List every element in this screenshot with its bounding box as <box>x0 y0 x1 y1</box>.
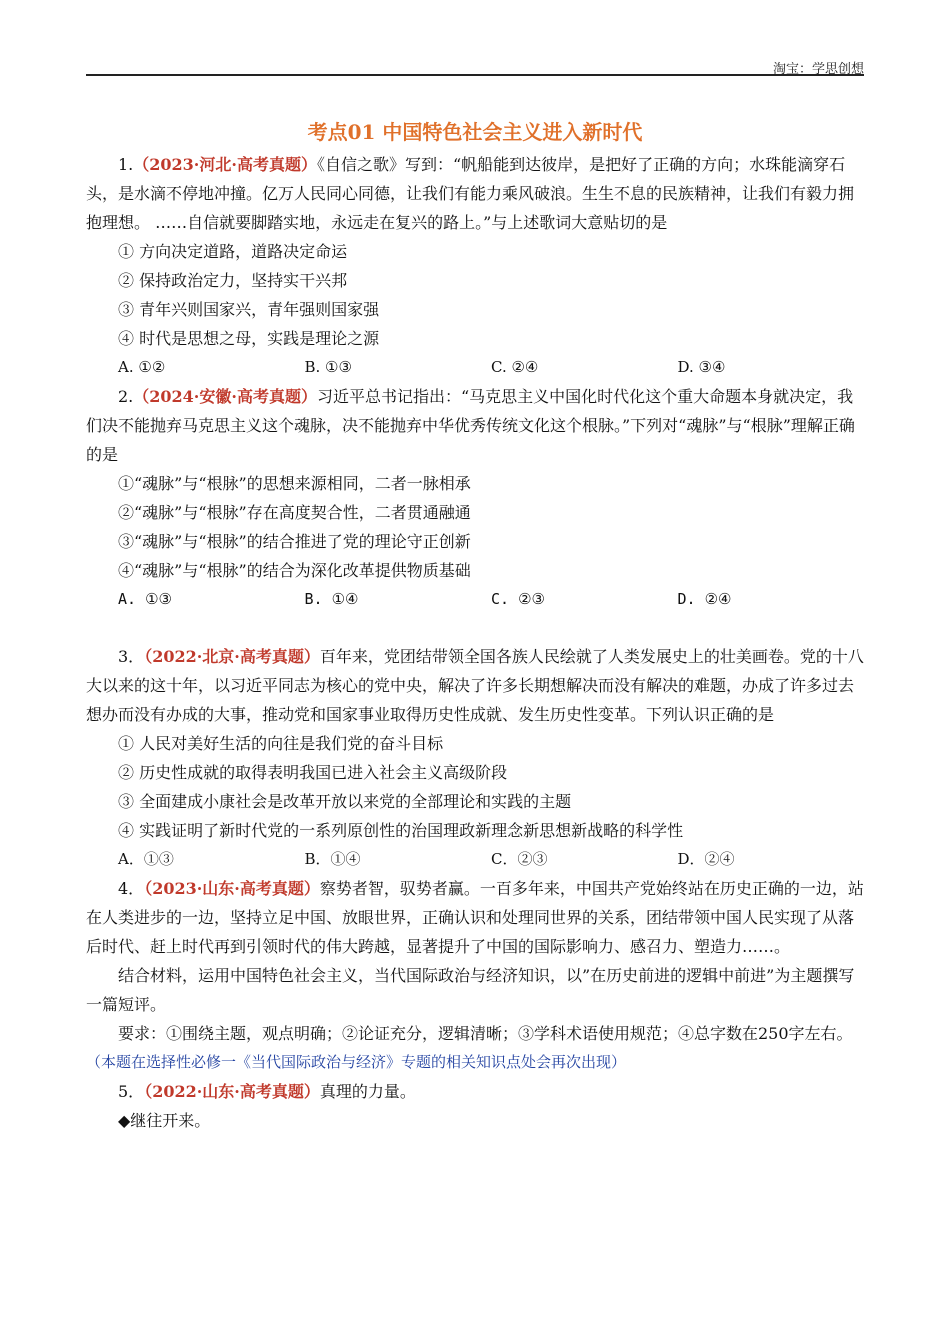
q1-option-1: ① 方向决定道路，道路决定命运 <box>118 242 348 261</box>
question-5 <box>86 1077 864 1135</box>
q2-option-4: ④“魂脉”与“根脉”的结合为深化改革提供物质基础 <box>118 561 471 580</box>
q3-option-2: ② 历史性成就的取得表明我国已进入社会主义高级阶段 <box>118 763 508 782</box>
q2-option-2: ②“魂脉”与“根脉”存在高度契合性，二者贯通融通 <box>118 503 471 522</box>
q2-option-1: ①“魂脉”与“根脉”的思想来源相同，二者一脉相承 <box>118 474 471 493</box>
question-1 <box>86 150 864 382</box>
q3-choice-d: D．②④ <box>677 850 735 868</box>
q1-choice-b: B. ①③ <box>304 358 352 376</box>
q3-option-3: ③ 全面建成小康社会是改革开放以来党的全部理论和实践的主题 <box>118 792 572 811</box>
q2-stem: 习近平总书记指出：“马克思主义中国化时代化这个重大命题本身就决定，我们决不能抛弃马克思主义这个魂脉，决不能抛弃中华优秀传统文化这个根脉。”下列对“魂脉”与“根脉”理解正确的是 <box>86 387 855 464</box>
q3-choice-c: C．②③ <box>491 850 548 868</box>
question-4 <box>86 874 864 1077</box>
q4-stem: 察势者智，驭势者赢。一百多年来，中国共产党始终站在历史正确的一边，站在人类进步的一边，坚持立足中国、放眼世界，正确认识和处理同世界的关系，团结带领中国人民实现了从落后时代、赶上时代再到引领时代的伟大跨越，显著提升了中国的国际影响力、感召力、塑造力……。 <box>86 879 864 956</box>
header-divider <box>86 74 864 76</box>
q1-stem: 《自信之歌》写到：“帆船能到达彼岸，是把好了正确的方向；水珠能滴穿石头，是水滴不停地冲撞。亿万人民同心同德，让我们有能力乘风破浪。生生不息的民族精神，让我们有毅力拥抱理想。 ……自信就要脚踏实地，永远走在复兴的路上。”与上述歌词大意贴切的是 <box>86 155 855 232</box>
q3-stem: 百年来，党团结带领全国各族人民绘就了人类发展史上的壮美画卷。党的十八大以来的这十年，以习近平同志为核心的党中央，解决了许多长期想解决而没有解决的难题，办成了许多过去想办而没有办成的大事，推动党和国家事业取得历史性成就、发生历史性变革。下列认识正确的是 <box>86 647 864 724</box>
q1-number: 1. <box>118 155 134 174</box>
q5-stem: 真理的力量。 <box>319 1082 416 1101</box>
question-3 <box>86 642 864 874</box>
q5-line-2: ◆继往开来。 <box>118 1111 211 1130</box>
q1-option-4: ④ 时代是思想之母，实践是理论之源 <box>118 329 380 348</box>
q4-task: 结合材料，运用中国特色社会主义，当代国际政治与经济知识，以”在历史前进的逻辑中前进”为主题撰写一篇短评。 <box>86 966 855 1014</box>
question-2 <box>86 382 864 614</box>
q5-number: 5． <box>118 1082 145 1101</box>
header-text: 淘宝：学思创想 <box>772 62 864 77</box>
q1-choice-a: A. ①② <box>118 358 166 376</box>
q1-source: （2023·河北·高考真题） <box>133 155 317 174</box>
q1-choice-c: C. ②④ <box>491 358 539 376</box>
q2-option-3: ③“魂脉”与“根脉”的结合推进了党的理论守正创新 <box>118 532 471 551</box>
q5-source: （2022·山东·高考真题） <box>144 1082 320 1101</box>
q3-number: 3． <box>118 647 145 666</box>
document-body <box>86 150 864 1135</box>
q2-number: 2. <box>118 387 134 406</box>
q4-note: （本题在选择性必修一《当代国际政治与经济》专题的相关知识点处会再次出现） <box>86 1053 627 1071</box>
q4-number: 4． <box>118 879 145 898</box>
q3-choices <box>86 845 864 874</box>
q3-source: （2022·北京·高考真题） <box>144 647 320 666</box>
q2-choices <box>86 585 864 614</box>
q1-choices <box>86 353 864 382</box>
q2-choice-c: C. ②③ <box>491 590 545 608</box>
q4-source: （2023·山东·高考真题） <box>144 879 320 898</box>
q2-choice-d: D. ②④ <box>677 590 732 608</box>
q4-requirements: 要求：①围绕主题，观点明确；②论证充分，逻辑清晰；③学科术语使用规范；④总字数在250字左右。 <box>118 1024 853 1043</box>
q3-choice-a: A．①③ <box>118 850 174 868</box>
q1-choice-d: D. ③④ <box>677 358 726 376</box>
q3-choice-b: B．①④ <box>304 850 361 868</box>
q2-choice-b: B. ①④ <box>304 590 359 608</box>
q3-option-4: ④ 实践证明了新时代党的一系列原创性的治国理政新理念新思想新战略的科学性 <box>118 821 684 840</box>
q1-option-3: ③ 青年兴则国家兴，青年强则国家强 <box>118 300 380 319</box>
page-title: 考点01 中国特色社会主义进入新时代 <box>307 120 643 144</box>
q2-choice-a: A. ①③ <box>118 590 172 608</box>
q2-source: （2024·安徽·高考真题） <box>133 387 317 406</box>
q3-option-1: ① 人民对美好生活的向往是我们党的奋斗目标 <box>118 734 444 753</box>
q1-option-2: ② 保持政治定力，坚持实干兴邦 <box>118 271 348 290</box>
